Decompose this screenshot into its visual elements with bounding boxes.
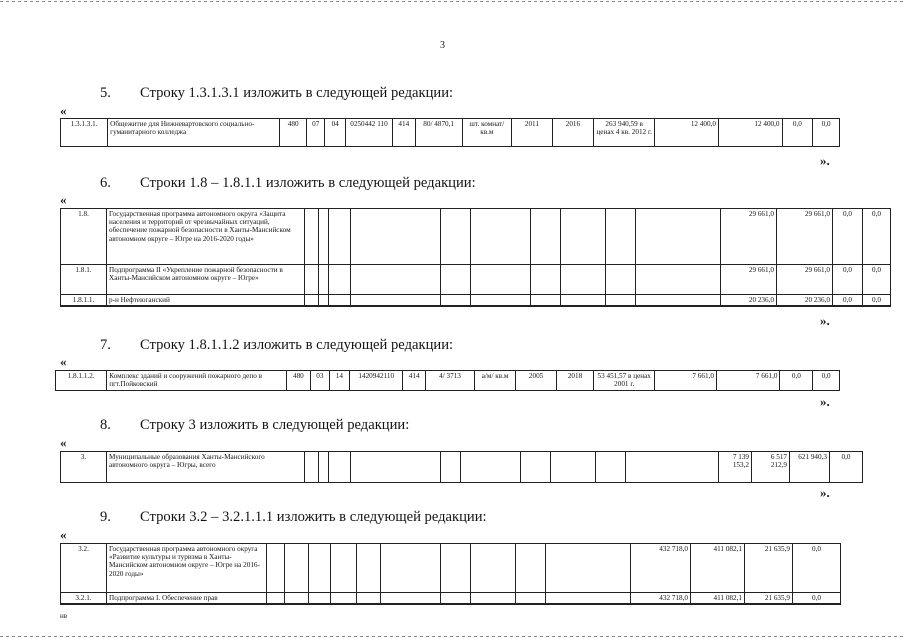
table-cell — [546, 544, 631, 593]
cell-other: 0,0 — [793, 544, 841, 593]
table-cell — [516, 593, 546, 605]
scan-top-edge — [0, 1, 905, 2]
cell-total: 20 236,0 — [721, 295, 777, 307]
scan-bottom-edge — [0, 636, 905, 637]
section-6-table — [60, 208, 891, 307]
row-name: Государственная программа автономного округа «Развитие культуры и туризма в Ханты-Мансийском автономном округе – Югре на 2016-2020 годы» — [107, 544, 267, 593]
footer-mark: нв — [60, 612, 68, 620]
cell-total: 432 718,0 — [631, 544, 691, 593]
table-cell — [471, 544, 516, 593]
table-cell — [546, 593, 631, 605]
cell-other: 0,0 — [830, 452, 863, 483]
table-cell — [606, 295, 636, 307]
row-code: 1.8.1.1.2. — [56, 371, 107, 391]
row-code: 3.2. — [61, 544, 107, 593]
cell-estimated-cost: 263 940,59 в ценах 4 кв. 2012 г. — [593, 119, 655, 147]
table-cell — [471, 295, 531, 307]
cell-budget-ao: 29 661,0 — [777, 265, 833, 295]
row-code: 3. — [61, 452, 107, 483]
table-cell — [309, 544, 331, 593]
table-cell — [636, 265, 721, 295]
open-quote: « — [60, 435, 67, 450]
row-name: Подпрограмма II «Укрепление пожарной безопасности в Ханты-Мансийском автономном округе – Югре» — [107, 265, 305, 295]
open-quote: « — [60, 192, 67, 207]
table-row — [61, 265, 891, 295]
row-name: Государственная программа автономного округа «Защита населения и территорий от чрезвычайных ситуаций, обеспечение пожарной безопасности в Ханты-Мансийском автономном округе – Югре на 2016-2020 годы» — [107, 209, 305, 265]
table-cell — [551, 452, 596, 483]
table-cell — [329, 452, 351, 483]
cell-other: 0,0 — [863, 209, 891, 265]
cell-target-article: 0250442 110 — [345, 119, 392, 147]
row-code: 1.8. — [61, 209, 107, 265]
table-cell — [531, 209, 561, 265]
table-cell — [305, 265, 319, 295]
table-cell — [285, 544, 309, 593]
cell-budget-ao: 12 400,0 — [718, 119, 782, 147]
close-quote: ». — [820, 485, 830, 500]
cell-start-year: 2005 — [516, 371, 557, 391]
cell-budget-mo: 21 635,9 — [745, 593, 793, 605]
table-cell — [357, 593, 381, 605]
page-number: 3 — [440, 40, 445, 51]
section-8-heading: 8. Строку 3 изложить в следующей редакции: — [100, 417, 410, 433]
section-6-heading: 6. Строки 1.8 – 1.8.1.1 изложить в следующей редакции: — [100, 175, 476, 191]
cell-unit: шт. комнат/ кв.м — [462, 119, 511, 147]
table-cell — [309, 593, 331, 605]
table-cell — [441, 209, 471, 265]
table-cell — [319, 209, 329, 265]
cell-budget-ao: 411 082,1 — [691, 593, 745, 605]
open-quote: « — [60, 527, 67, 542]
cell-capacity: 80/ 4870,1 — [415, 119, 462, 147]
table-cell — [351, 295, 441, 307]
table-cell — [441, 295, 471, 307]
table-row — [61, 452, 863, 483]
table-row — [61, 593, 841, 605]
cell-subsection: 04 — [325, 119, 346, 147]
cell-budget-ao: 29 661,0 — [777, 209, 833, 265]
cell-other: 0,0 — [863, 265, 891, 295]
table-cell — [561, 265, 606, 295]
cell-end-year: 2016 — [552, 119, 593, 147]
row-code: 1.8.1.1. — [61, 295, 107, 307]
table-cell — [267, 593, 285, 605]
cell-subsection: 14 — [329, 371, 349, 391]
section-9-heading: 9. Строки 3.2 – 3.2.1.1.1 изложить в следующей редакции: — [100, 509, 487, 525]
cell-budget-ao: 6 517 212,9 — [752, 452, 790, 483]
table-cell — [329, 209, 351, 265]
cell-budget-mo: 0,0 — [833, 209, 863, 265]
row-code: 1.3.1.3.1. — [61, 119, 108, 147]
cell-ministry: 480 — [280, 119, 307, 147]
cell-other: 0,0 — [813, 119, 840, 147]
section-5-table — [60, 118, 840, 147]
cell-other: 0,0 — [813, 371, 840, 391]
table-cell — [441, 593, 471, 605]
cell-budget-ao: 411 082,1 — [691, 544, 745, 593]
row-code: 3.2.1. — [61, 593, 107, 605]
table-row — [61, 119, 840, 147]
cell-start-year: 2011 — [511, 119, 552, 147]
cell-section: 07 — [306, 119, 324, 147]
table-cell — [331, 593, 357, 605]
table-cell — [596, 452, 626, 483]
table-cell — [441, 544, 471, 593]
section-8-table — [60, 451, 863, 483]
row-name: Муниципальные образования Ханты-Мансийского автономного округа – Югры, всего — [107, 452, 305, 483]
cell-total: 7 139 153,2 — [719, 452, 752, 483]
row-name: р-н Нефтеюганский — [107, 295, 305, 307]
cell-estimated-cost: 53 451,57 в ценах 2001 г. — [593, 371, 654, 391]
cell-total: 12 400,0 — [655, 119, 719, 147]
table-cell — [305, 452, 319, 483]
close-quote: ». — [820, 394, 830, 409]
row-name: Комплекс зданий и сооружений пожарного депо в пгт.Пойковский — [107, 371, 286, 391]
table-cell — [267, 544, 285, 593]
cell-unit: а/м/ кв.м — [475, 371, 516, 391]
table-cell — [351, 265, 441, 295]
table-cell — [461, 452, 521, 483]
cell-budget-mo: 0,0 — [833, 295, 863, 307]
section-5-heading: 5. Строку 1.3.1.3.1 изложить в следующей редакции: — [100, 85, 454, 101]
open-quote: « — [60, 103, 67, 118]
row-name: Общежитие для Нижневартовского социально-гуманитарного колледжа — [108, 119, 280, 147]
table-cell — [636, 209, 721, 265]
table-cell — [357, 544, 381, 593]
table-cell — [561, 295, 606, 307]
row-name: Подпрограмма I. Обеспечение прав — [107, 593, 267, 605]
table-cell — [521, 452, 551, 483]
cell-total: 7 661,0 — [655, 371, 716, 391]
table-cell — [471, 209, 531, 265]
table-cell — [319, 452, 329, 483]
cell-expense-type: 414 — [403, 371, 426, 391]
table-cell — [305, 209, 319, 265]
row-code: 1.8.1. — [61, 265, 107, 295]
table-cell — [351, 452, 441, 483]
cell-budget-mo: 0,0 — [782, 119, 813, 147]
table-cell — [561, 209, 606, 265]
table-row — [61, 209, 891, 265]
cell-section: 03 — [311, 371, 329, 391]
table-row — [61, 544, 841, 593]
cell-expense-type: 414 — [393, 119, 416, 147]
table-cell — [331, 544, 357, 593]
table-cell — [381, 593, 441, 605]
table-cell — [305, 295, 319, 307]
close-quote: ». — [820, 153, 830, 168]
cell-budget-ao: 7 661,0 — [716, 371, 780, 391]
table-cell — [531, 295, 561, 307]
table-cell — [319, 295, 329, 307]
close-quote: ». — [820, 313, 830, 328]
table-cell — [285, 593, 309, 605]
table-cell — [471, 265, 531, 295]
table-cell — [471, 593, 516, 605]
cell-budget-mo: 21 635,9 — [745, 544, 793, 593]
table-cell — [381, 544, 441, 593]
cell-target-article: 1420942110 — [350, 371, 403, 391]
cell-total: 432 718,0 — [631, 593, 691, 605]
cell-total: 29 661,0 — [721, 265, 777, 295]
table-cell — [626, 452, 719, 483]
table-cell — [329, 265, 351, 295]
table-cell — [606, 209, 636, 265]
cell-budget-ao: 20 236,0 — [777, 295, 833, 307]
cell-end-year: 2018 — [557, 371, 594, 391]
cell-budget-mo: 0,0 — [833, 265, 863, 295]
table-cell — [441, 452, 461, 483]
table-row — [56, 371, 840, 391]
table-cell — [531, 265, 561, 295]
cell-budget-mo: 621 940,3 — [790, 452, 830, 483]
table-row — [61, 295, 891, 307]
table-cell — [516, 544, 546, 593]
cell-other: 0,0 — [793, 593, 841, 605]
table-cell — [329, 295, 351, 307]
table-cell — [351, 209, 441, 265]
cell-budget-mo: 0,0 — [780, 371, 813, 391]
table-cell — [606, 265, 636, 295]
table-cell — [636, 295, 721, 307]
section-9-table — [60, 543, 841, 605]
table-cell — [441, 265, 471, 295]
cell-other: 0,0 — [863, 295, 891, 307]
cell-ministry: 480 — [286, 371, 311, 391]
table-cell — [319, 265, 329, 295]
cell-capacity: 4/ 3713 — [425, 371, 474, 391]
cell-total: 29 661,0 — [721, 209, 777, 265]
section-7-table — [55, 370, 840, 391]
section-7-heading: 7. Строку 1.8.1.1.2 изложить в следующей редакции: — [100, 337, 454, 353]
open-quote: « — [60, 354, 67, 369]
